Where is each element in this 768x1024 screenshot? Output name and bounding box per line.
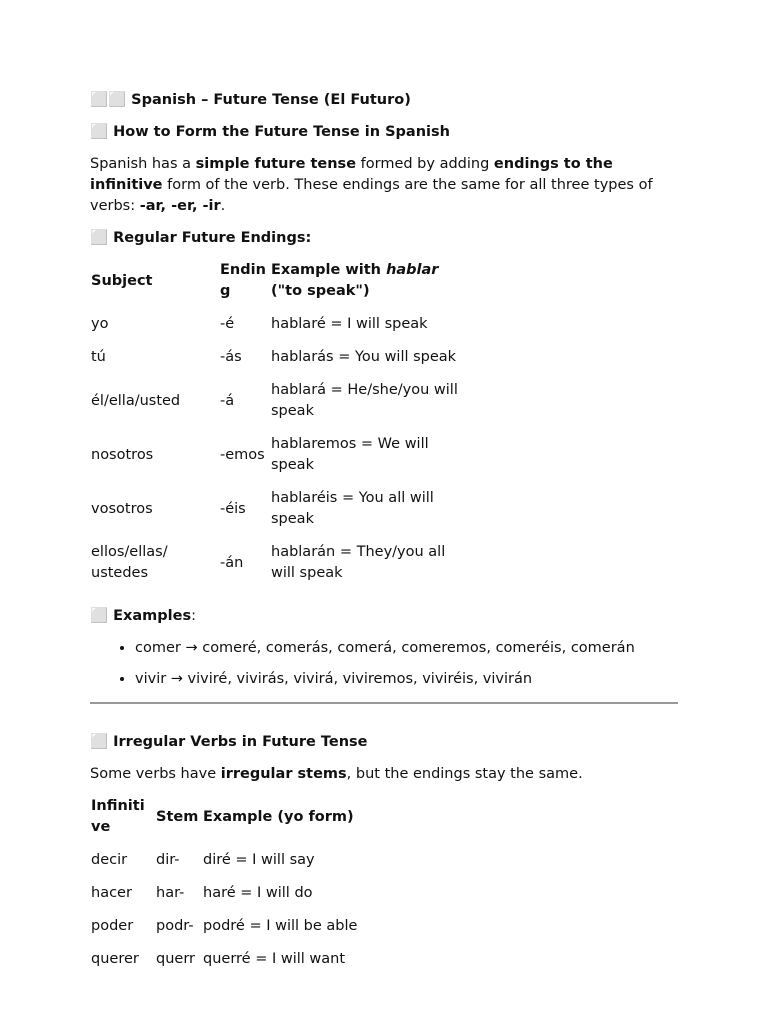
stem-cell: dir- [156,852,180,868]
section-divider [90,702,678,704]
example-cell: hablaré = I will speak [271,316,428,332]
table-row [90,542,470,596]
regular-endings-table [90,260,470,596]
header-text: ("to speak") [271,283,370,299]
infinitive-cell: poder [91,918,134,934]
section-heading-regular-endings [90,228,678,249]
section-heading-irregular [90,732,678,753]
table-row [90,916,385,949]
example-cell: querré = I will want [203,951,346,967]
example-cell: hablarán = They/you all will speak [271,544,446,581]
stem-cell: har- [156,885,185,901]
heading-colon: : [191,608,196,624]
ending-cell: -é [220,316,235,332]
table-header-row [90,260,470,314]
infinitive-cell: decir [91,852,128,868]
infinitive-cell: hacer [91,885,132,901]
header-text: Example with [271,262,387,278]
subject-cell: vosotros [91,500,153,517]
irregular-intro-paragraph [90,764,678,785]
table-row [90,883,385,916]
column-header-example: Example (yo form) [203,808,354,825]
example-cell: haré = I will do [203,885,313,901]
list-item: • comer → comeré, comerás, comerá, comeremos, comeréis, comerán [135,638,678,659]
ending-cell: -ás [220,349,242,365]
intro-text: form of the verb. These endings are the same for all three types of verbs: [90,177,653,214]
bullet-icon: ⬜ [90,230,109,246]
table-row [90,380,470,434]
ending-cell: -emos [220,446,265,463]
intro-bold-text: irregular stems [220,766,347,782]
subject-cell: yo [91,316,109,332]
table-row [90,347,470,380]
examples-list [90,638,678,690]
intro-text: formed by adding [356,156,494,172]
table-row [90,314,470,347]
ending-cell: -éis [220,500,246,517]
example-cell: hablaréis = You all will speak [271,490,434,527]
example-cell: podré = I will be able [203,918,358,934]
table-row [90,434,470,488]
regular-endings-body [90,314,470,596]
column-header-example [270,260,470,314]
stem-cell: podr- [156,918,194,934]
column-header-stem: Stem [156,808,199,825]
example-cell: hablará = He/she/you will speak [271,382,458,419]
subject-cell: él/ella/usted [91,392,181,409]
section-heading-text: Examples [113,608,192,624]
pencil-icon: ⬜ [90,124,109,140]
bullet-icon: ⬜ [90,608,109,624]
document-title [90,90,678,111]
table-row [90,850,385,883]
column-header-infinitive: Infinitive [91,798,145,835]
flag-icon: ⬜⬜ [90,92,127,108]
subject-cell: nosotros [91,446,154,463]
irregular-verbs-body [90,850,385,982]
intro-text: Spanish has a [90,156,196,172]
section-heading-text: How to Form the Future Tense in Spanish [113,124,450,140]
section-heading-text: Regular Future Endings: [113,230,312,246]
ending-cell: -án [220,554,244,571]
stem-cell: querr [156,951,195,967]
example-cell: diré = I will say [203,852,315,868]
intro-text: , but the endings stay the same. [346,766,583,782]
subject-cell: tú [91,349,106,365]
intro-bold-text: simple future tense [195,156,357,172]
table-row [90,949,385,982]
intro-paragraph [90,154,678,217]
column-header-ending: Ending [220,262,266,299]
irregular-verbs-table [90,796,385,982]
intro-bold-text: -ar, -er, -ir [139,198,221,214]
intro-text: Some verbs have [90,766,221,782]
intro-text: . [220,198,226,214]
bullet-icon: ⬜ [90,734,109,750]
intro-bold-text: endings to the infinitive [90,156,613,193]
document-title-text: Spanish – Future Tense (El Futuro) [131,92,411,108]
table-header-row [90,796,385,850]
example-cell: hablarás = You will speak [271,349,457,365]
column-header-subject: Subject [91,272,153,289]
example-cell: hablaremos = We will speak [271,436,429,473]
table-row [90,488,470,542]
ending-cell: -á [220,392,235,409]
list-item: • vivir → viviré, vivirás, vivirá, viviremos, viviréis, vivirán [135,669,678,690]
header-verb: hablar [386,262,439,278]
section-heading-how-to-form [90,122,678,143]
infinitive-cell: querer [91,951,139,967]
section-heading-text: Irregular Verbs in Future Tense [113,734,368,750]
subject-cell: ellos/ellas/ ustedes [91,544,168,581]
section-heading-examples [90,606,678,627]
